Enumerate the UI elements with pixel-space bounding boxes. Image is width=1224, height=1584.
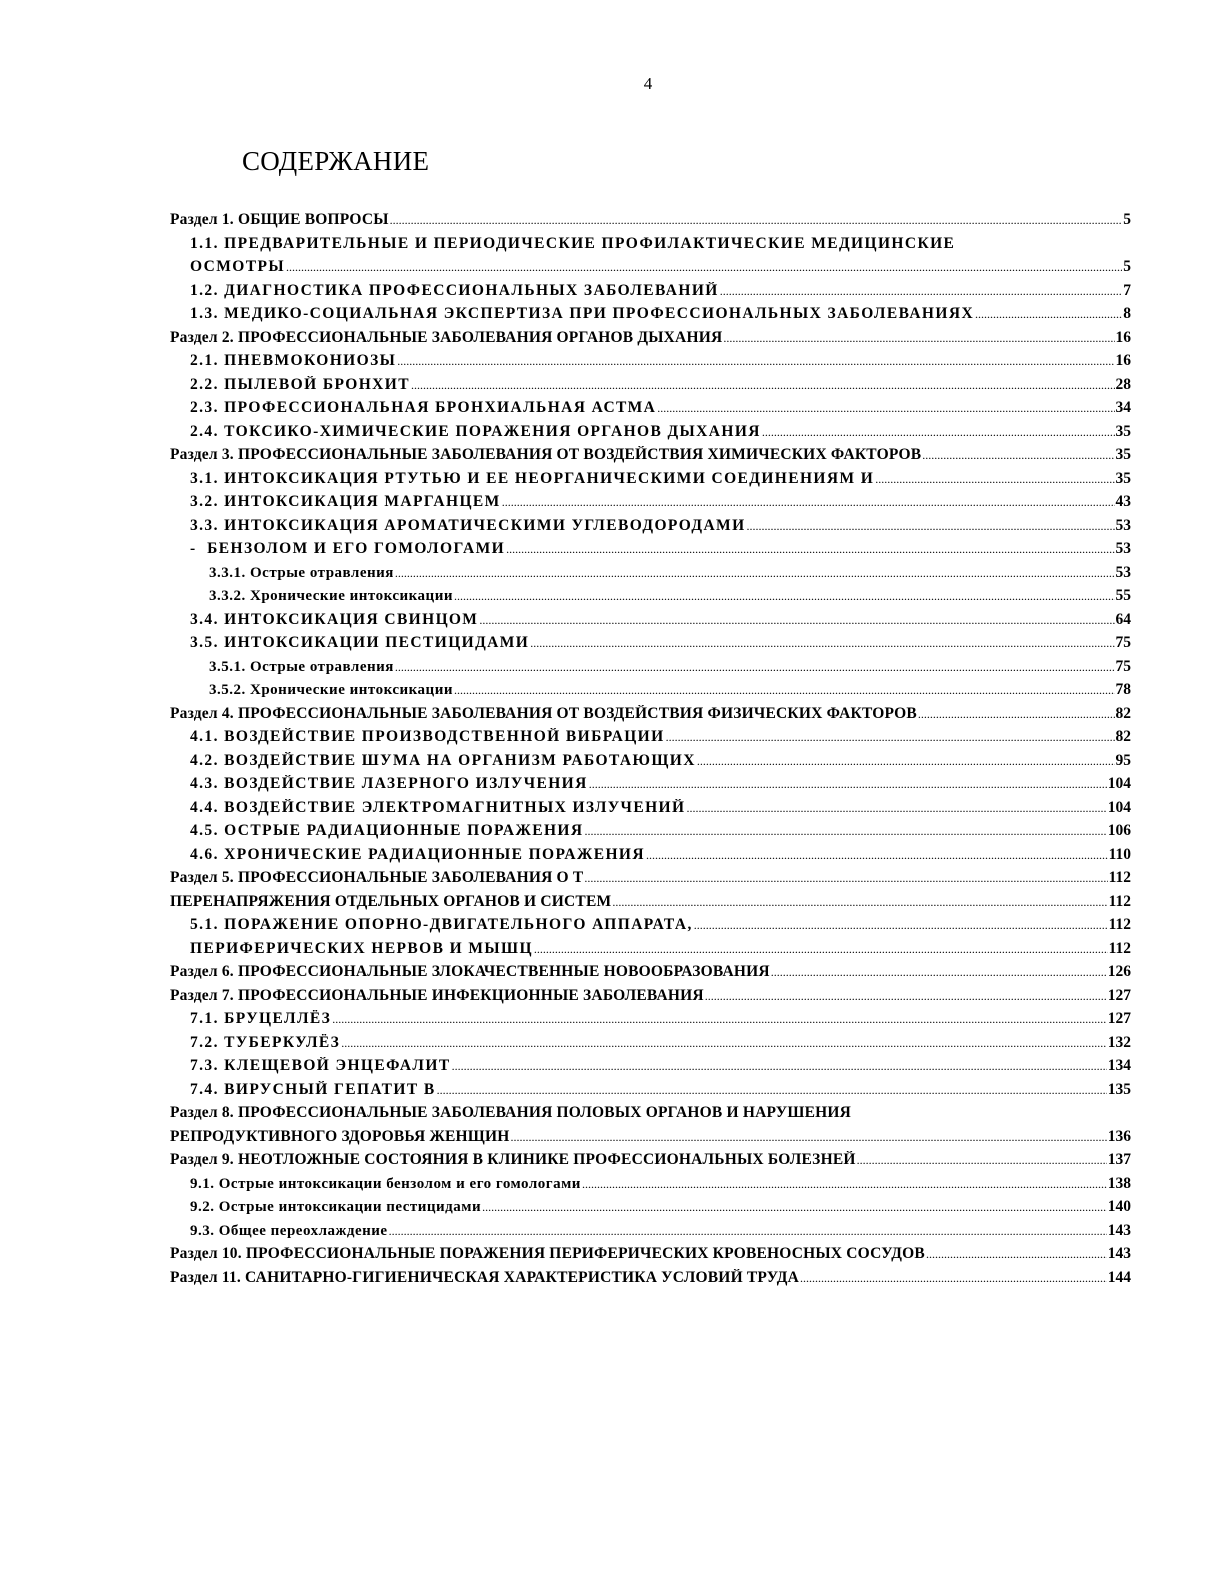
toc-dot-leader [332, 1010, 1107, 1028]
toc-entry[interactable] [170, 775, 1131, 799]
toc-entry-page: 134 [1107, 1057, 1131, 1074]
toc-entry-page: 35 [1115, 469, 1131, 487]
toc-entry-page: 28 [1115, 375, 1131, 393]
toc-entry[interactable] [170, 869, 1131, 893]
toc-entry[interactable] [170, 728, 1131, 752]
toc-entry-title: 3.3.2. Хронические интоксикации [209, 588, 453, 604]
toc-entry[interactable] [170, 329, 1131, 353]
toc-entry-title: 9.3. Общее переохлаждение [190, 1222, 388, 1239]
toc-dot-leader [926, 1245, 1107, 1263]
toc-entry[interactable] [170, 540, 1131, 564]
toc-entry-title: ПЕРИФЕРИЧЕСКИХ НЕРВОВ И МЫШЦ [190, 939, 533, 957]
toc-entry-title: 3.5.2. Хронические интоксикации [209, 682, 453, 698]
toc-entry-title: Раздел 9. НЕОТЛОЖНЫЕ СОСТОЯНИЯ В КЛИНИКЕ ПРОФЕССИОНАЛЬНЫХ БОЛЕЗНЕЙ [170, 1151, 856, 1168]
toc-entry-page: 95 [1115, 751, 1131, 769]
toc-dot-leader [771, 963, 1107, 981]
toc-entry-page: 5 [1123, 211, 1131, 228]
toc-dot-leader [395, 564, 1115, 582]
toc-entry-page: 126 [1107, 963, 1131, 980]
toc-dot-leader [762, 423, 1115, 441]
toc-entry[interactable] [170, 1010, 1131, 1034]
toc-entry-title: 3.2. ИНТОКСИКАЦИЯ МАРГАНЦЕМ [190, 493, 501, 510]
toc-entry-page: 78 [1115, 681, 1131, 698]
toc-entry-page: 16 [1115, 352, 1131, 369]
toc-entry[interactable] [170, 1081, 1131, 1105]
toc-dot-leader [666, 728, 1115, 746]
toc-entry-page: 112 [1108, 869, 1131, 886]
toc-entry-page: 55 [1115, 587, 1131, 604]
toc-entry[interactable] [170, 305, 1131, 329]
toc-dot-leader [584, 869, 1107, 887]
toc-entry-page: 112 [1108, 892, 1131, 910]
toc-dot-leader [452, 1057, 1107, 1075]
toc-dot-leader [589, 775, 1107, 793]
toc-entry-page: 127 [1107, 1010, 1131, 1027]
toc-dot-leader [454, 587, 1115, 605]
toc-entry-title: Раздел 10. ПРОФЕССИОНАЛЬНЫЕ ПОРАЖЕНИЯ ПЕРИФЕРИЧЕСКИХ КРОВЕНОСНЫХ СОСУДОВ [170, 1245, 925, 1262]
toc-entry-page: 137 [1107, 1151, 1131, 1168]
toc-entry-page: 43 [1115, 493, 1131, 510]
toc-entry-title: 3.5. ИНТОКСИКАЦИИ ПЕСТИЦИДАМИ [190, 634, 530, 651]
toc-entry-title: Раздел 3. ПРОФЕССИОНАЛЬНЫЕ ЗАБОЛЕВАНИЯ ОТ ВОЗДЕЙСТВИЯ ХИМИЧЕСКИХ ФАКТОРОВ [170, 446, 922, 463]
toc-entry[interactable] [170, 1198, 1131, 1222]
toc-entry[interactable] [170, 1057, 1131, 1081]
toc-entry-title: 2.4. ТОКСИКО-ХИМИЧЕСКИЕ ПОРАЖЕНИЯ ОРГАНОВ ДЫХАНИЯ [190, 422, 761, 440]
toc-entry-page: 16 [1115, 328, 1131, 346]
toc-dot-leader [705, 987, 1107, 1005]
toc-entry-page: 112 [1108, 939, 1131, 957]
toc-entry-title: - БЕНЗОЛОМ И ЕГО ГОМОЛОГАМИ [190, 540, 506, 557]
toc-entry[interactable] [170, 1151, 1131, 1175]
toc-entry-title: 1.2. ДИАГНОСТИКА ПРОФЕССИОНАЛЬНЫХ ЗАБОЛЕВАНИЙ [190, 281, 719, 299]
toc-entry-title: 9.1. Острые интоксикации бензолом и его гомологами [190, 1175, 581, 1192]
toc-dot-leader [747, 517, 1115, 535]
toc-entry[interactable] [170, 1104, 1131, 1128]
toc-entry-page: 143 [1107, 1221, 1131, 1239]
toc-dot-leader [395, 658, 1115, 676]
toc-entry-page: 64 [1115, 610, 1131, 628]
toc-entry-title: 2.2. ПЫЛЕВОЙ БРОНХИТ [190, 375, 410, 393]
toc-entry-title: Раздел 4. ПРОФЕССИОНАЛЬНЫЕ ЗАБОЛЕВАНИЯ ОТ ВОЗДЕЙСТВИЯ ФИЗИЧЕСКИХ ФАКТОРОВ [170, 704, 917, 722]
toc-entry[interactable] [170, 1128, 1131, 1152]
toc-dot-leader [341, 1034, 1107, 1052]
toc-entry-page: 127 [1107, 986, 1131, 1004]
toc-entry[interactable] [170, 846, 1131, 870]
toc-entry-title: 2.3. ПРОФЕССИОНАЛЬНАЯ БРОНХИАЛЬНАЯ АСТМА [190, 399, 657, 416]
toc-entry-page: 53 [1115, 516, 1131, 534]
toc-entry[interactable] [170, 352, 1131, 376]
toc-entry-title: Раздел 2. ПРОФЕССИОНАЛЬНЫЕ ЗАБОЛЕВАНИЯ ОРГАНОВ ДЫХАНИЯ [170, 328, 723, 346]
toc-entry-page: 82 [1115, 704, 1131, 722]
toc-entry-page: 106 [1107, 822, 1131, 839]
toc-dot-leader [857, 1151, 1107, 1169]
toc-entry[interactable] [170, 470, 1131, 494]
toc-entry-title: Раздел 5. ПРОФЕССИОНАЛЬНЫЕ ЗАБОЛЕВАНИЯ О Т [170, 869, 584, 886]
toc-entry-title: 3.4. ИНТОКСИКАЦИЯ СВИНЦОМ [190, 610, 479, 628]
toc-entry[interactable] [170, 893, 1131, 917]
toc-entry-title: 3.3.1. Острые отравления [209, 564, 394, 581]
toc-entry-page: 75 [1115, 634, 1131, 651]
toc-entry[interactable] [170, 564, 1131, 588]
toc-entry-page: 7 [1123, 281, 1131, 299]
toc-entry-title: 4.6. ХРОНИЧЕСКИЕ РАДИАЦИОННЫЕ ПОРАЖЕНИЯ [190, 845, 645, 863]
toc-entry-page: 75 [1115, 657, 1131, 675]
toc-dot-leader [437, 1081, 1107, 1099]
toc-entry-title: Раздел 8. ПРОФЕССИОНАЛЬНЫЕ ЗАБОЛЕВАНИЯ ПОЛОВЫХ ОРГАНОВ И НАРУШЕНИЯ [170, 1104, 852, 1121]
toc-dot-leader [922, 446, 1114, 464]
toc-dot-leader [411, 376, 1115, 394]
toc-entry-page: 140 [1107, 1198, 1131, 1215]
toc-entry-title: РЕПРОДУКТИВНОГО ЗДОРОВЬЯ ЖЕНЩИН [170, 1127, 510, 1145]
toc-dot-leader [511, 1128, 1107, 1146]
toc-entry-page: 8 [1123, 305, 1131, 322]
toc-entry-page: 34 [1115, 399, 1131, 416]
toc-entry-title: Раздел 1. ОБЩИЕ ВОПРОСЫ [170, 211, 389, 228]
toc-entry-title: 1.1. ПРЕДВАРИТЕЛЬНЫЕ И ПЕРИОДИЧЕСКИЕ ПРОФИЛАКТИЧЕСКИЕ МЕДИЦИНСКИЕ [190, 234, 956, 252]
toc-entry-title: ПЕРЕНАПРЯЖЕНИЯ ОТДЕЛЬНЫХ ОРГАНОВ И СИСТЕМ [170, 892, 612, 910]
toc-entry-title: 4.5. ОСТРЫЕ РАДИАЦИОННЫЕ ПОРАЖЕНИЯ [190, 822, 584, 839]
toc-entry-title: 7.4. ВИРУСНЫЙ ГЕПАТИТ В [190, 1080, 436, 1098]
toc-entry[interactable] [170, 517, 1131, 541]
toc-entry[interactable] [170, 446, 1131, 470]
toc-entry[interactable] [170, 799, 1131, 823]
toc-entry-page: 143 [1107, 1245, 1131, 1262]
toc-dot-leader [482, 1198, 1107, 1216]
toc-dot-leader [584, 822, 1106, 840]
toc-dot-leader [479, 611, 1114, 629]
toc-entry-title: 7.1. БРУЦЕЛЛЁЗ [190, 1010, 332, 1027]
toc-entry[interactable] [170, 399, 1131, 423]
toc-entry[interactable] [170, 1269, 1131, 1293]
toc-entry-page: 112 [1108, 916, 1131, 933]
toc-entry-page: 144 [1107, 1268, 1131, 1286]
toc-entry-title: 4.1. ВОЗДЕЙСТВИЕ ПРОИЗВОДСТВЕННОЙ ВИБРАЦИИ [190, 728, 665, 745]
toc-entry[interactable] [170, 611, 1131, 635]
toc-entry-title: Раздел 6. ПРОФЕССИОНАЛЬНЫЕ ЗЛОКАЧЕСТВЕННЫЕ НОВООБРАЗОВАНИЯ [170, 963, 770, 980]
toc-entry-title: ОСМОТРЫ [190, 258, 285, 275]
toc-entry[interactable] [170, 987, 1131, 1011]
toc-dot-leader [389, 1222, 1107, 1240]
toc-entry-title: 7.2. ТУБЕРКУЛЁЗ [190, 1033, 341, 1051]
toc-entry[interactable] [170, 752, 1131, 776]
toc-entry[interactable] [170, 587, 1131, 611]
toc-entry[interactable] [170, 963, 1131, 987]
toc-entry[interactable] [170, 423, 1131, 447]
toc-entry[interactable] [170, 1034, 1131, 1058]
toc-dot-leader [875, 470, 1114, 488]
table-of-contents [170, 211, 1131, 1292]
toc-entry-title: 4.3. ВОЗДЕЙСТВИЕ ЛАЗЕРНОГО ИЗЛУЧЕНИЯ [190, 775, 588, 792]
toc-entry-title: 3.1. ИНТОКСИКАЦИЯ РТУТЬЮ И ЕЕ НЕОРГАНИЧЕСКИМИ СОЕДИНЕНИЯМ И [190, 469, 875, 487]
toc-dot-leader [506, 540, 1114, 558]
toc-dot-leader [534, 940, 1108, 958]
toc-entry-page: 135 [1107, 1080, 1131, 1098]
toc-entry-page: 35 [1115, 422, 1131, 440]
toc-entry-page: 35 [1115, 446, 1131, 463]
toc-dot-leader [720, 282, 1123, 300]
toc-dot-leader [694, 916, 1108, 934]
toc-entry-title: 4.2. ВОЗДЕЙСТВИЕ ШУМА НА ОРГАНИЗМ РАБОТАЮЩИХ [190, 751, 696, 769]
toc-entry[interactable] [170, 282, 1131, 306]
toc-entry-title: 5.1. ПОРАЖЕНИЕ ОПОРНО-ДВИГАТЕЛЬНОГО АППАРАТА, [190, 916, 693, 933]
toc-entry[interactable] [170, 493, 1131, 517]
toc-entry[interactable] [170, 822, 1131, 846]
toc-dot-leader [390, 211, 1123, 229]
toc-dot-leader [975, 305, 1122, 323]
toc-entry-title: 7.3. КЛЕЩЕВОЙ ЭНЦЕФАЛИТ [190, 1057, 451, 1074]
toc-entry-page: 104 [1107, 798, 1131, 816]
toc-entry[interactable] [170, 681, 1131, 705]
toc-entry-page: 53 [1115, 540, 1131, 557]
toc-entry[interactable] [170, 705, 1131, 729]
toc-entry[interactable] [170, 940, 1131, 964]
toc-entry-page: 53 [1115, 563, 1131, 581]
toc-entry-title: 1.3. МЕДИКО-СОЦИАЛЬНАЯ ЭКСПЕРТИЗА ПРИ ПРОФЕССИОНАЛЬНЫХ ЗАБОЛЕВАНИЯХ [190, 305, 975, 322]
toc-entry[interactable] [170, 235, 1131, 259]
toc-dot-leader [454, 681, 1115, 699]
toc-entry[interactable] [170, 916, 1131, 940]
toc-dot-leader [800, 1269, 1107, 1287]
toc-entry-page: 136 [1107, 1127, 1131, 1145]
toc-entry-page: 104 [1107, 775, 1131, 792]
toc-dot-leader [686, 799, 1106, 817]
toc-entry[interactable] [170, 258, 1131, 282]
toc-dot-leader [657, 399, 1114, 417]
toc-entry[interactable] [170, 634, 1131, 658]
toc-entry[interactable] [170, 1175, 1131, 1199]
toc-entry-title: 2.1. ПНЕВМОКОНИОЗЫ [190, 352, 397, 369]
toc-entry-title: Раздел 7. ПРОФЕССИОНАЛЬНЫЕ ИНФЕКЦИОННЫЕ ЗАБОЛЕВАНИЯ [170, 986, 704, 1004]
toc-entry[interactable] [170, 1222, 1131, 1246]
toc-entry-title: 3.3. ИНТОКСИКАЦИЯ АРОМАТИЧЕСКИМИ УГЛЕВОДОРОДАМИ [190, 516, 746, 534]
toc-dot-leader [502, 493, 1115, 511]
toc-entry-page: 5 [1123, 258, 1131, 275]
toc-entry-title: 3.5.1. Острые отравления [209, 658, 394, 675]
toc-entry[interactable] [170, 1245, 1131, 1269]
toc-dot-leader [286, 258, 1122, 276]
toc-entry-page: 110 [1108, 845, 1131, 863]
toc-entry-page: 132 [1107, 1033, 1131, 1051]
page-title: СОДЕРЖАНИЕ [242, 146, 430, 176]
toc-entry-title: 9.2. Острые интоксикации пестицидами [190, 1199, 482, 1215]
toc-dot-leader [612, 893, 1107, 911]
toc-dot-leader [646, 846, 1108, 864]
toc-entry[interactable] [170, 211, 1131, 235]
toc-entry-title: Раздел 11. САНИТАРНО-ГИГИЕНИЧЕСКАЯ ХАРАКТЕРИСТИКА УСЛОВИЙ ТРУДА [170, 1268, 799, 1286]
toc-dot-leader [397, 352, 1114, 370]
toc-dot-leader [918, 705, 1115, 723]
toc-entry[interactable] [170, 658, 1131, 682]
toc-dot-leader [697, 752, 1115, 770]
page-number: 4 [643, 74, 653, 93]
toc-dot-leader [530, 634, 1114, 652]
toc-entry-page: 82 [1115, 728, 1131, 745]
toc-entry[interactable] [170, 376, 1131, 400]
toc-dot-leader [582, 1175, 1107, 1193]
toc-entry-title: 4.4. ВОЗДЕЙСТВИЕ ЭЛЕКТРОМАГНИТНЫХ ИЗЛУЧЕНИЙ [190, 798, 686, 816]
toc-dot-leader [723, 329, 1114, 347]
toc-entry-page: 138 [1107, 1174, 1131, 1192]
